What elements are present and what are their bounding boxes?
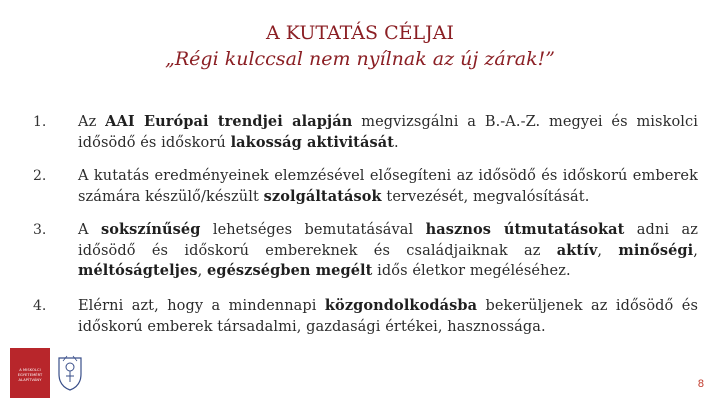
item-text bbox=[78, 112, 698, 153]
emphasis-text: lakosság aktivitását bbox=[230, 133, 395, 151]
body-text: , bbox=[693, 242, 698, 259]
emphasis-text: minőségi bbox=[618, 241, 694, 259]
item-number: 2. bbox=[33, 168, 47, 184]
page-number: 8 bbox=[697, 378, 704, 390]
body-text: , bbox=[197, 263, 208, 279]
item-text bbox=[78, 166, 698, 207]
emphasis-text: AAI Európai trendjei alapján bbox=[105, 113, 353, 130]
emphasis-text: hasznos útmutatásokat bbox=[425, 221, 625, 238]
emphasis-text: aktív bbox=[556, 241, 598, 259]
emphasis-text: sokszínűség bbox=[100, 221, 201, 238]
emphasis-text: közgondolkodásba bbox=[324, 297, 478, 314]
body-text: Elérni azt, hogy a mindennapi bbox=[78, 298, 325, 314]
item-number: 3. bbox=[33, 222, 47, 238]
item-number: 4. bbox=[33, 298, 47, 314]
emphasis-text: szolgáltatások bbox=[263, 187, 382, 205]
body-text: megvizsgálni a B.-A.-Z. megyei és miskolci idősödő és időskorú bbox=[78, 114, 698, 151]
item-number: 1. bbox=[33, 114, 47, 130]
logo-line: EGYETEMÉRT bbox=[17, 373, 43, 377]
logo-text bbox=[13, 368, 47, 383]
emphasis-text: méltóságteljes bbox=[78, 262, 198, 279]
title-quote: „Régi kulccsal nem nyílnak az új zárak!” bbox=[165, 48, 555, 70]
item-text bbox=[78, 296, 698, 337]
university-emblem-icon bbox=[55, 352, 85, 392]
logo-line: A MISKOLCI bbox=[19, 368, 41, 372]
body-text: . bbox=[394, 134, 399, 151]
body-text: Az bbox=[78, 114, 106, 130]
emphasis-text: egészségben megélt bbox=[207, 262, 373, 279]
slide-title bbox=[0, 20, 720, 72]
title-line-1: A KUTATÁS CÉLJAI bbox=[266, 22, 454, 44]
body-text: lehetséges bemutatásával bbox=[200, 222, 426, 238]
body-text: adni az idősödő és időskorú embereknek és családjaiknak az bbox=[78, 222, 698, 259]
body-text: bekerüljenek az idősödő és időskorú emberek társadalmi, gazdasági értékei, hasznossága. bbox=[78, 298, 698, 335]
body-text: , bbox=[597, 242, 619, 259]
body-text: tervezését, megvalósítását. bbox=[381, 188, 590, 205]
logo-line: ALAPÍTVÁNY bbox=[18, 378, 42, 382]
item-text bbox=[78, 220, 698, 282]
body-text: idős életkor megéléséhez. bbox=[372, 263, 571, 279]
foundation-logo bbox=[10, 348, 50, 398]
body-text: A bbox=[78, 222, 101, 238]
body-text: A kutatás eredményeinek elemzésével elősegíteni az idősödő és időskorú emberek számára készülő/készült bbox=[78, 168, 698, 205]
